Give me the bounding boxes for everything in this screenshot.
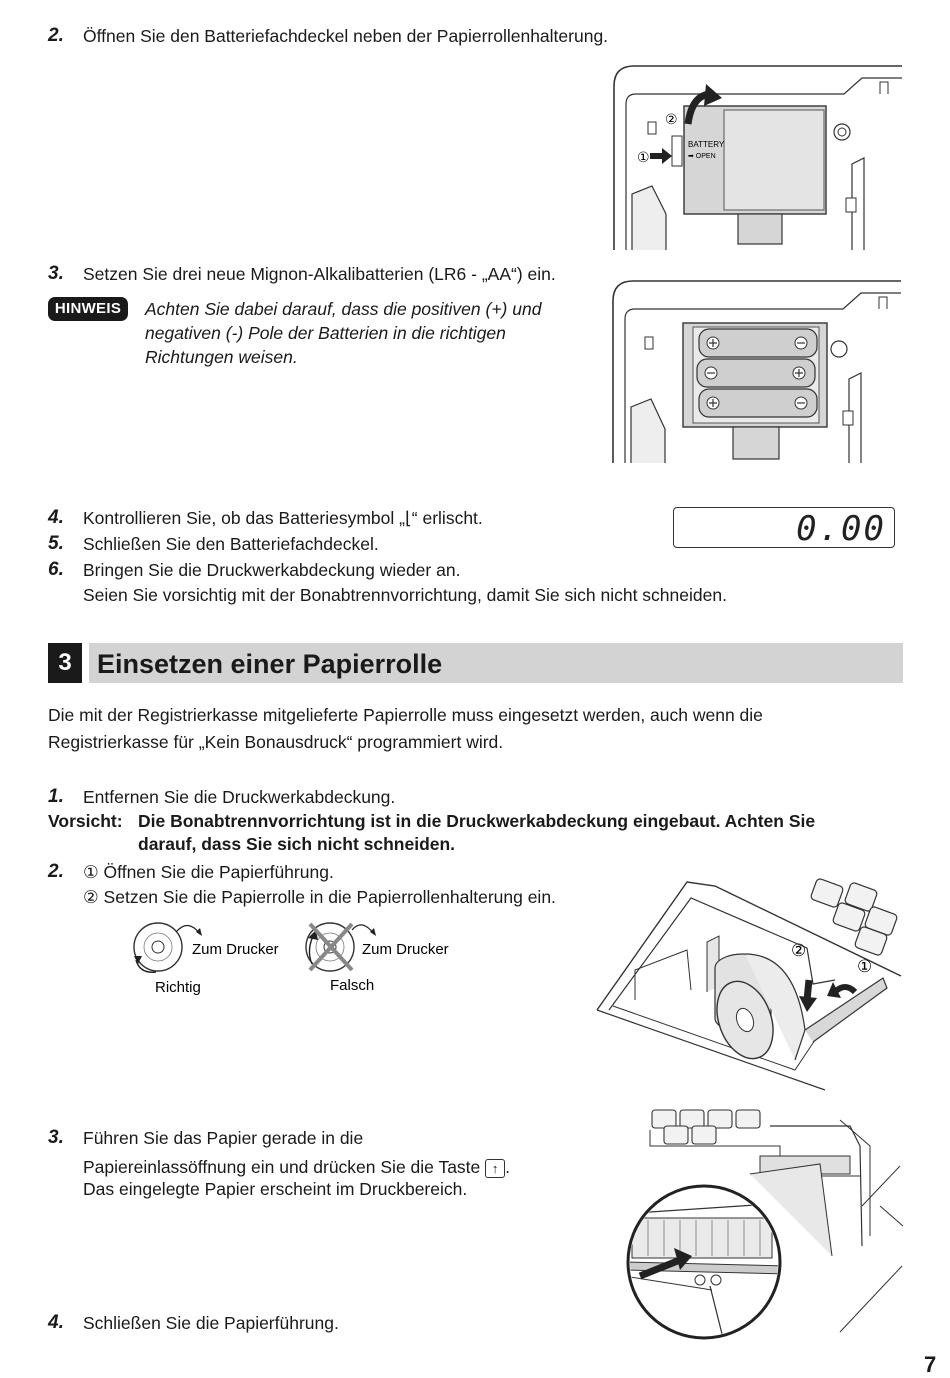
marker-1: ① [637, 150, 650, 166]
step-number: 1. [48, 786, 64, 807]
marker-2: ② [791, 941, 807, 961]
batteries-illustration [611, 279, 903, 465]
paper-feed-illustration [600, 1106, 903, 1342]
step-number: 5. [48, 533, 64, 554]
section-number: 3 [48, 643, 82, 683]
step-text: ② Setzen Sie die Papierrolle in die Papierrollenhalterung ein. [83, 887, 556, 907]
page-number: 7 [924, 1352, 937, 1377]
register-display [673, 507, 895, 548]
marker-2: ② [665, 112, 678, 128]
step-text: Kontrollieren Sie, ob das Batteriesymbol „⌊“ erlischt. [83, 508, 483, 528]
step-text: Bringen Sie die Druckwerkabdeckung wieder an. [83, 560, 461, 580]
step-text: Schließen Sie den Batteriefachdeckel. [83, 534, 379, 554]
step-text-with-key [83, 1155, 510, 1179]
step-text: Papiereinlassöffnung ein und drücken Sie die Taste [83, 1157, 481, 1177]
step-text: Seien Sie vorsichtig mit der Bonabtrennvorrichtung, damit Sie sich nicht schneiden. [83, 585, 727, 605]
caution-line: darauf, dass Sie sich nicht schneiden. [138, 834, 456, 854]
step-text: Das eingelegte Papier erscheint im Druckbereich. [83, 1179, 468, 1199]
hinweis-badge: HINWEIS [48, 297, 128, 321]
step-text: ① Öffnen Sie die Papierführung. [83, 862, 334, 882]
hinweis-line: Richtungen weisen. [145, 347, 298, 367]
step-text: Schließen Sie die Papierführung. [83, 1313, 339, 1333]
marker-1: ① [857, 957, 873, 977]
step-number: 2. [48, 25, 64, 46]
battery-label: BATTERY [688, 140, 725, 149]
section-title: Einsetzen einer Papierrolle [97, 649, 443, 679]
step-text: . [505, 1157, 511, 1177]
step-number: 6. [48, 559, 64, 580]
step-text: Setzen Sie drei neue Mignon-Alkalibatterien (LR6 - „AA“) ein. [83, 264, 556, 284]
to-printer-label: Zum Drucker [192, 941, 279, 958]
step-text: Öffnen Sie den Batteriefachdeckel neben der Papierrollenhalterung. [83, 26, 609, 46]
caution-label: Vorsicht: [48, 811, 123, 831]
step-text: Führen Sie das Papier gerade in die [83, 1128, 364, 1148]
step-number: 2. [48, 861, 64, 882]
wrong-label: Falsch [330, 977, 375, 994]
step-number: 3. [48, 1127, 64, 1148]
hinweis-line: negativen (-) Pole der Batterien in die richtigen [145, 323, 506, 343]
intro-line: Die mit der Registrierkasse mitgelieferte Papierrolle muss eingesetzt werden, auch wenn die [48, 705, 763, 725]
to-printer-label: Zum Drucker [362, 941, 449, 958]
hinweis-line: Achten Sie dabei darauf, dass die positiven (+) und [145, 299, 542, 319]
step-number: 4. [48, 507, 64, 528]
roll-orientation-illustration [130, 920, 470, 995]
right-label: Richtig [155, 979, 201, 996]
intro-line: Registrierkasse für „Kein Bonausdruck“ programmiert wird. [48, 732, 504, 752]
step-number: 3. [48, 263, 64, 284]
display-value: 0.00 [796, 509, 886, 549]
section-heading-bar [89, 643, 903, 683]
caution-line: Die Bonabtrennvorrichtung ist in die Druckwerkabdeckung eingebaut. Achten Sie [138, 811, 816, 831]
paper-feed-key-icon: ↑ [485, 1159, 505, 1178]
step-number: 4. [48, 1312, 64, 1333]
battery-cover-illustration [612, 64, 904, 252]
open-label: ➡ OPEN [688, 153, 716, 160]
step-text: Entfernen Sie die Druckwerkabdeckung. [83, 787, 396, 807]
paper-roll-insertion-illustration [595, 880, 903, 1102]
